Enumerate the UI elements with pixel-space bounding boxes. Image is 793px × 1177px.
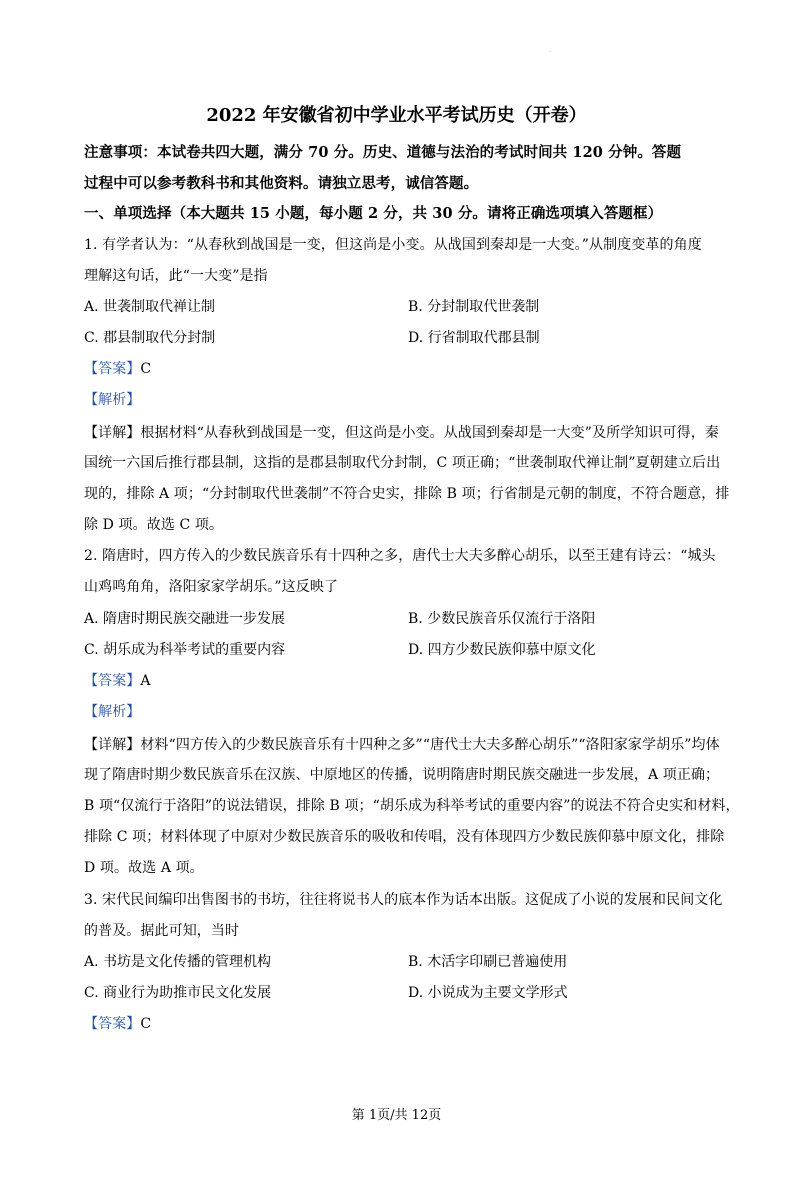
option-a: A. 隋唐时期民族交融进一步发展 [84,611,286,627]
analysis-line [84,702,712,722]
detail-line [84,735,720,755]
option-b: B. 少数民族音乐仅流行于洛阳 [408,611,596,627]
answer-value: A [140,673,151,689]
option-a: A. 书坊是文化传播的管理机构 [84,954,272,970]
question-stem: 1. 有学者认为：“从春秋到战国是一变，但这尚是小变。从战国到秦却是一大变。”从制度变革的角度 [84,237,702,253]
option-a: A. 世袭制取代禅让制 [84,299,216,315]
question-stem: 的普及。据此可知，当时 [84,923,240,939]
detail-text: 国统一六国后推行郡县制，这指的是郡县制取代分封制，C 项正确；“世袭制取代禅让制”夏朝建立后出 [84,455,721,471]
answer-line [84,359,712,379]
detail-text: 现了隋唐时期少数民族音乐在汉族、中原地区的传播，说明隋唐时期民族交融进一步发展，A 项正确； [84,767,720,783]
option-d: D. 行省制取代郡县制 [408,330,540,346]
notice-line: 过程中可以参考教科书和其他资料。请独立思考，诚信答题。 [84,175,479,192]
detail-text: B 项“仅流行于洛阳”的说法错误，排除 B 项；“胡乐成为科举考试的重要内容”的说法不符合史实和材料， [84,798,740,814]
page-footer: 第 1页/共 12页 [351,1108,442,1123]
option-b: B. 木活字印刷已普遍使用 [408,954,568,970]
question-stem: 理解这句话，此“一大变”是指 [84,268,268,284]
answer-value: C [140,361,152,377]
option-c: C. 胡乐成为科举考试的重要内容 [84,642,286,658]
analysis-tag: 【解析】 [84,392,141,408]
detail-text: D 项。故选 A 项。 [84,860,204,876]
analysis-line [84,390,712,410]
option-b: B. 分封制取代世袭制 [408,299,540,315]
option-d: D. 小说成为主要文学形式 [408,985,568,1001]
detail-tag: 【详解】 [84,737,141,753]
detail-line [84,423,719,443]
detail-text: 现的，排除 A 项；“分封制取代世袭制”不符合史实，排除 B 项；行省制是元朝的制度，不符合题意，排 [84,486,730,502]
answer-line [84,671,712,691]
notice-line: 注意事项：本试卷共四大题，满分 70 分。历史、道德与法治的考试时间共 120 分钟。答题 [84,144,682,161]
answer-line [84,1014,712,1034]
section-heading: 一、单项选择（本大题共 15 小题，每小题 2 分，共 30 分。请将正确选项填入答题框） [84,205,663,222]
detail-text: 根据材料“从春秋到战国是一变，但这尚是小变。从战国到秦却是一大变”及所学知识可得，秦 [140,425,719,441]
page-mark: · [549,49,551,56]
option-c: C. 商业行为助推市民文化发展 [84,985,272,1001]
option-c: C. 郡县制取代分封制 [84,330,216,346]
answer-tag: 【答案】 [84,361,141,377]
detail-text: 除 D 项。故选 C 项。 [84,517,224,533]
question-stem: 山鸡鸣角角，洛阳家家学胡乐。”这反映了 [84,579,339,595]
answer-tag: 【答案】 [84,673,141,689]
question-stem: 3. 宋代民间编印出售图书的书坊，往往将说书人的底本作为话本出版。这促成了小说的发展和民间文化 [84,892,723,908]
question-stem: 2. 隋唐时，四方传入的少数民族音乐有十四种之多，唐代士大夫多醉心胡乐，以至王建有诗云：“城头 [84,548,716,564]
detail-text: 材料“四方传入的少数民族音乐有十四种之多”“唐代士大夫多醉心胡乐”“洛阳家家学胡乐”均体 [140,737,720,753]
detail-tag: 【详解】 [84,425,141,441]
page-title: 2022 年安徽省初中学业水平考试历史（开卷） [206,105,587,126]
analysis-tag: 【解析】 [84,704,141,720]
detail-text: 排除 C 项；材料体现了中原对少数民族音乐的吸收和传唱，没有体现四方少数民族仰慕中原文化，排除 [84,829,725,845]
option-d: D. 四方少数民族仰慕中原文化 [408,642,596,658]
answer-value: C [140,1016,152,1032]
answer-tag: 【答案】 [84,1016,141,1032]
